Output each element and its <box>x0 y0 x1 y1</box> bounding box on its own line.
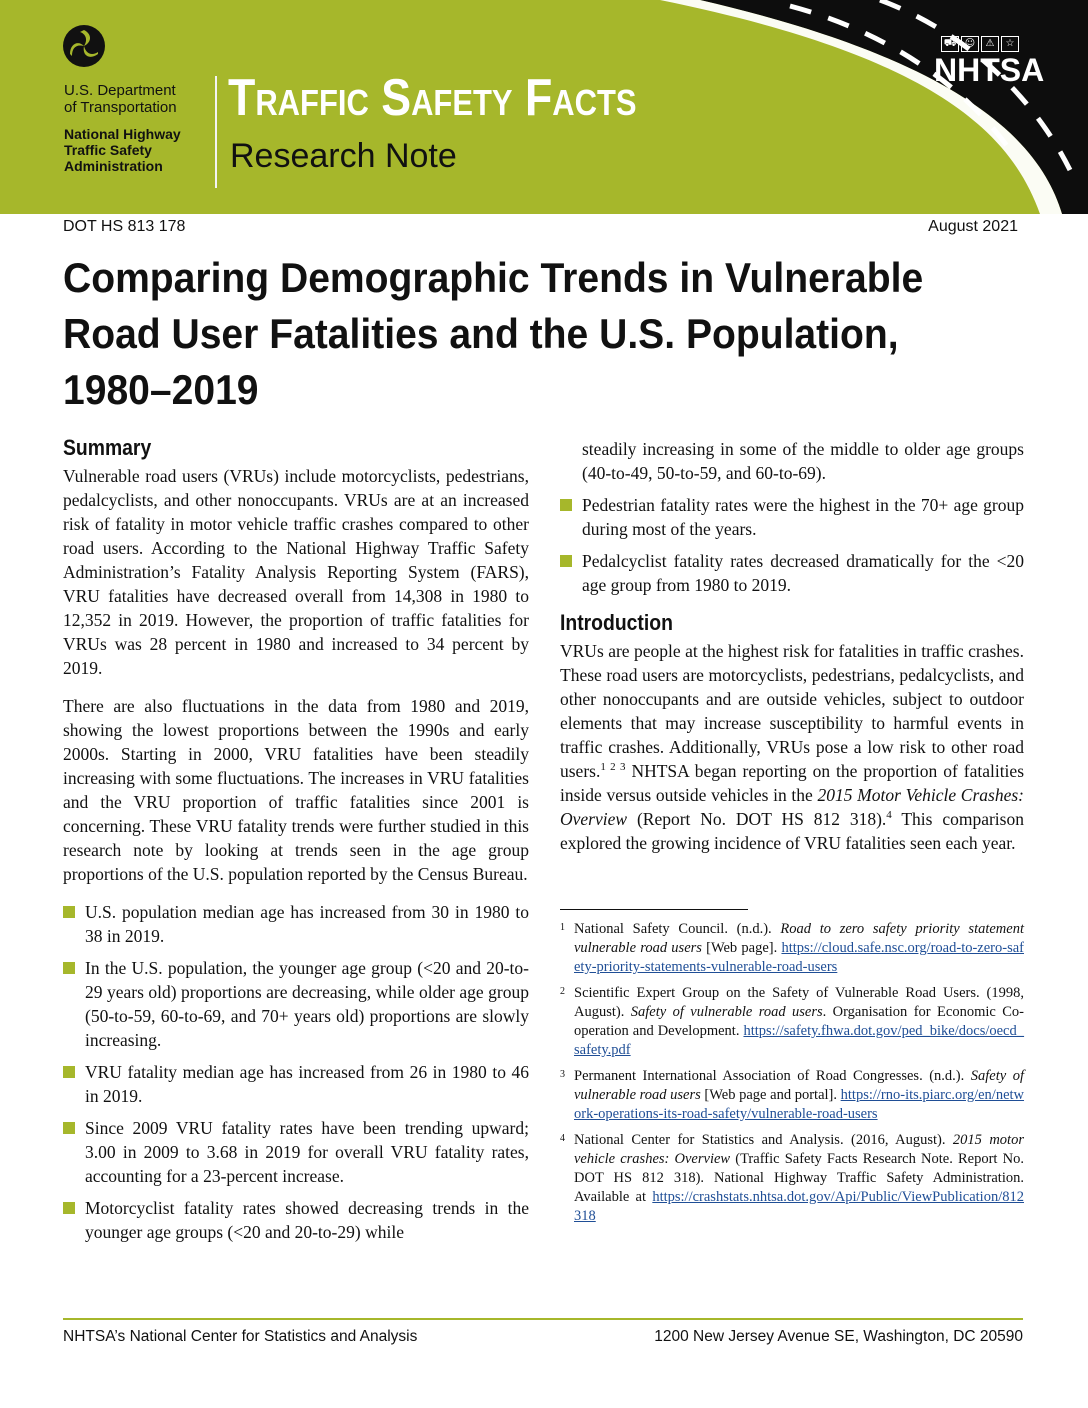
pedestrian-icon: ☺ <box>961 36 979 52</box>
bullet-text: Motorcyclist fatality rates showed decreasing trends in the younger age groups (<20 and 20-to-29) while <box>85 1198 529 1242</box>
summary-paragraph-1: Vulnerable road users (VRUs) include motorcyclists, pedestrians, pedalcyclists, and other nonoccupants. VRUs are at an increased risk of fatality in motor vehicle traffic crashes compared to other road users. According to the National Highway Traffic Safety Administration’s Fatality Analysis Reporting System (FARS), VRU fatalities have decreased overall from 14,308 in 1980 to 12,352 in 2019. However, the proportion of traffic fatalities for VRUs was 28 percent in 1980 and increased to 34 percent by 2019. <box>63 466 529 678</box>
footnote-number: 4 <box>560 1133 565 1144</box>
report-title: 2015 Motor Vehicle Crashes: Overview <box>560 785 1024 829</box>
agency-line-2: Traffic Safety <box>64 142 152 158</box>
nhtsa-logo: NHTSA <box>934 52 1045 88</box>
nhtsa-icon-row <box>941 36 1019 52</box>
agency-line-3: Administration <box>64 158 163 174</box>
intro-text-3: (Report No. DOT HS 812 318). <box>627 809 887 829</box>
footnote-ref-4: 4 <box>886 809 892 822</box>
bullet-square-icon <box>63 906 75 918</box>
page-title: Comparing Demographic Trends in Vulnerable Road User Fatalities and the U.S. Population, 1980–2019 <box>63 254 924 413</box>
bullet-text: Pedalcyclist fatality rates decreased dramatically for the <20 age group from 1980 to 2019. <box>582 551 1024 595</box>
list-item <box>560 549 1024 597</box>
footnote <box>560 1067 1024 1124</box>
summary-heading: Summary <box>63 435 152 460</box>
intro-text-1: VRUs are people at the highest risk for fatalities in traffic crashes. These road users are motorcyclists, pedestrians, pedalcyclists, and other nonoccupants and are outside vehicles, subject to outdoor elements that may increase susceptibility to harmful events in traffic crashes. Additionally, VRUs pose a low risk to other road users. <box>560 641 1024 781</box>
introduction-paragraph <box>560 639 1024 855</box>
footer-organization: NHTSA’s National Center for Statistics and Analysis <box>63 1328 418 1345</box>
footnote-text: . Organisation for Economic Co-operation and Development. <box>574 1004 1024 1039</box>
publication-date: August 2021 <box>928 218 1018 235</box>
left-column <box>63 434 529 1252</box>
intro-text-2: NHTSA began reporting on the proportion of fatalities inside versus outside vehicles in the <box>560 761 1025 805</box>
list-item <box>63 1060 529 1108</box>
publication-subtitle: Research Note <box>230 137 457 175</box>
star-icon: ☆ <box>1001 36 1019 52</box>
summary-bullet-list <box>63 900 529 1244</box>
footnote-number: 3 <box>560 1069 565 1080</box>
agency-line-1: National Highway <box>64 126 181 142</box>
document-number: DOT HS 813 178 <box>63 218 186 235</box>
header-band <box>0 0 1088 214</box>
footnote-text: Scientific Expert Group on the Safety of Vulnerable Road Users. (1998, August). <box>574 985 1024 1020</box>
footnote-text: Permanent International Association of Road Congresses. (n.d.). <box>574 1068 971 1084</box>
bullet-square-icon <box>63 1122 75 1134</box>
bullet-square-icon <box>560 555 572 567</box>
car-icon: ⛟ <box>941 36 959 52</box>
footnote-list <box>560 920 1024 1226</box>
department-line-2: of Transportation <box>64 99 177 116</box>
footnote-ref-1-2-3: 1 2 3 <box>600 761 626 774</box>
publication-title: Traffic Safety Facts <box>228 69 637 127</box>
footnote-link[interactable]: https://safety.fhwa.dot.gov/ped_bike/docs/oecd_safety.pdf <box>574 1023 1024 1058</box>
footnote-number: 2 <box>560 986 565 997</box>
intro-text-4: This comparison explored the growing incidence of VRU fatalities seen each year. <box>560 809 1024 853</box>
footnote-link[interactable]: https://crashstats.nhtsa.dot.gov/Api/Public/ViewPublication/812318 <box>574 1189 1024 1224</box>
bullet-square-icon <box>63 1202 75 1214</box>
list-item <box>63 956 529 1052</box>
footer-divider <box>63 1318 1023 1320</box>
footnote-divider <box>560 909 748 910</box>
introduction-heading: Introduction <box>560 610 673 635</box>
dot-triskelion-logo <box>62 24 106 68</box>
bullet-text: Since 2009 VRU fatality rates have been trending upward; 3.00 in 2009 to 3.68 in 2019 for overall VRU fatality rates, accounting for a 23-percent increase. <box>85 1118 529 1186</box>
footnote <box>560 920 1024 977</box>
footnote-link[interactable]: https://rno-its.piarc.org/en/network-operations-its-road-safety/vulnerable-road-users <box>574 1087 1025 1122</box>
summary-bullet-list-continued <box>560 493 1024 597</box>
footnote-text: [Web page]. <box>701 940 782 956</box>
footnote-text: (Traffic Safety Facts Research Note. Report No. DOT HS 812 318). National Highway Traffic Safety Administration. Available at <box>574 1151 1024 1205</box>
footer-address: 1200 New Jersey Avenue SE, Washington, DC 20590 <box>654 1328 1023 1345</box>
bullet-square-icon <box>63 1066 75 1078</box>
summary-paragraph-2: There are also fluctuations in the data from 1980 and 2019, showing the lowest proportions between the 1990s and early 2000s. Starting in 2000, VRU fatalities have been steadily increasing with some fluctuations. The increases in VRU fatalities and the VRU proportion of traffic fatalities since 2001 is concerning. These VRU fatality trends were further studied in this research note by looking at trends seen in the age group proportions of the U.S. population reported by the Census Bureau. <box>63 696 529 884</box>
footnote-italic-title: Safety of vulnerable road users <box>574 1068 1024 1103</box>
department-line-1: U.S. Department <box>64 82 176 99</box>
bullet-text: In the U.S. population, the younger age group (<20 and 20-to-29 years old) proportions are decreasing, while older age group (50-to-59, 60-to-69, and 70+ years old) proportions are slowly increasing. <box>85 958 529 1050</box>
footnote-text: National Safety Council. (n.d.). <box>574 921 781 937</box>
list-item <box>63 900 529 948</box>
footnote <box>560 1131 1024 1226</box>
list-item <box>63 1196 529 1244</box>
bullet-square-icon <box>63 962 75 974</box>
footnote-text: National Center for Statistics and Analysis. (2016, August). <box>574 1132 953 1148</box>
footnote-italic-title: Safety of vulnerable road users <box>630 1004 823 1020</box>
footnote-link[interactable]: https://cloud.safe.nsc.org/road-to-zero-safety-priority-statements-vulnerable-road-users <box>574 940 1024 975</box>
bullet-square-icon <box>560 499 572 511</box>
bullet-text: VRU fatality median age has increased from 26 in 1980 to 46 in 2019. <box>85 1062 529 1106</box>
bullet-text: U.S. population median age has increased from 30 in 1980 to 38 in 2019. <box>85 902 529 946</box>
footnote-text: [Web page and portal]. <box>700 1087 841 1103</box>
right-column <box>560 437 1024 1233</box>
bullet-text: Pedestrian fatality rates were the highest in the 70+ age group during most of the years. <box>582 495 1024 539</box>
footnote-number: 1 <box>560 922 565 933</box>
list-item <box>560 493 1024 541</box>
header-divider <box>215 76 217 188</box>
crash-icon: ⚠ <box>981 36 999 52</box>
footnote <box>560 984 1024 1060</box>
footnote-italic-title: Road to zero safety priority statement vulnerable road users <box>574 921 1024 956</box>
footnote-italic-title: 2015 motor vehicle crashes: Overview <box>574 1132 1024 1167</box>
bullet-continuation: steadily increasing in some of the middle to older age groups (40-to-49, 50-to-59, and 60-to-69). <box>582 439 1024 483</box>
list-item <box>63 1116 529 1188</box>
